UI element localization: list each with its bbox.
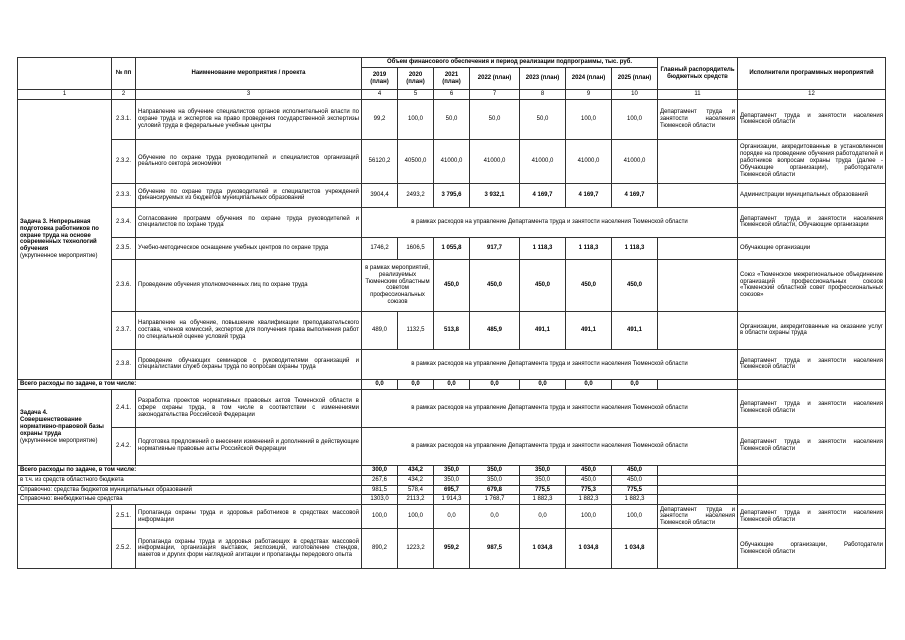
exec-cell: Департамент труда и занятости населения Тюменской области — [738, 349, 886, 379]
value-cell: 775,5 — [520, 485, 566, 495]
value-cell: 1 118,3 — [520, 237, 566, 259]
exec-cell: Департамент труда и занятости населения Тюменской области — [738, 99, 886, 139]
value-cell: 1 118,3 — [612, 237, 658, 259]
year-header: 2024 (план) — [566, 68, 612, 90]
value-cell: 1 034,8 — [566, 529, 612, 569]
municipal-row — [18, 485, 886, 495]
value-cell: 450,0 — [566, 475, 612, 485]
value-cell: 267,6 — [362, 475, 398, 485]
year-header: 2019 (план) — [362, 68, 398, 90]
municipal-label: Справочно: средства бюджетов муниципальных образований — [18, 485, 362, 495]
value-cell: 679,8 — [470, 485, 520, 495]
col-num-header: № пп — [112, 58, 136, 90]
value-cell: 450,0 — [612, 475, 658, 485]
merged-funding-cell: в рамках расходов на управление Департамента труда и занятости населения Тюменской области — [362, 427, 738, 465]
exec-cell: Союз «Тюменское межрегиональное объединение организаций профессиональных союзов «Тюменский областной совет профессиональных союзов» — [738, 259, 886, 311]
exec-cell: Организации, аккредитованные в установленном порядке на проведение обучения работодателей и работников вопросам охраны труда (далее - Обучающие организации), работодатели Тюменской области — [738, 139, 886, 183]
value-cell: 578,4 — [398, 485, 434, 495]
col-number: 3 — [136, 90, 362, 100]
exec-cell: Департамент труда и занятости населения Тюменской области — [738, 427, 886, 465]
total-row — [18, 379, 886, 389]
empty-cell — [738, 465, 886, 475]
value-cell: 1 882,3 — [520, 495, 566, 505]
value-cell: 1 034,8 — [520, 529, 566, 569]
col-number: 7 — [470, 90, 520, 100]
table-row — [18, 389, 886, 427]
value-cell: 0,0 — [566, 379, 612, 389]
value-cell: 450,0 — [470, 259, 520, 311]
row-name: Обучение по охране труда руководителей и специалистов учреждений финансируемых из бюджетов муниципальных образований — [136, 183, 362, 207]
value-cell: 4 169,7 — [566, 183, 612, 207]
col-exec-header: Исполнители программных мероприятий — [738, 58, 886, 90]
table-row — [18, 237, 886, 259]
total-row — [18, 465, 886, 475]
budget-row — [18, 475, 886, 485]
value-cell: 1 034,8 — [612, 529, 658, 569]
value-cell: 56120,2 — [362, 139, 398, 183]
col-number: 4 — [362, 90, 398, 100]
offbudget-label: Справочно: внебюджетные средства — [18, 495, 362, 505]
value-cell: 491,1 — [566, 311, 612, 349]
empty-cell — [658, 495, 738, 505]
value-cell: 1223,2 — [398, 529, 434, 569]
corner-cell — [18, 58, 112, 90]
col-number: 8 — [520, 90, 566, 100]
task-3-title: Задача 3. Непрерывная подготовка работников по охране труда на основе современных технологий обучения — [20, 218, 99, 253]
value-cell: 1606,5 — [398, 237, 434, 259]
value-cell: 50,0 — [520, 99, 566, 139]
value-cell: 0,0 — [398, 379, 434, 389]
offbudget-row — [18, 495, 886, 505]
table-row — [18, 99, 886, 139]
value-cell: в рамках мероприятий, реализуемых Тюменским областным советом профессиональных союзов — [362, 259, 434, 311]
value-cell: 41000,0 — [566, 139, 612, 183]
year-header: 2023 (план) — [520, 68, 566, 90]
col-number: 12 — [738, 90, 886, 100]
value-cell: 450,0 — [434, 259, 470, 311]
value-cell: 987,5 — [470, 529, 520, 569]
task-3-cell — [18, 99, 112, 379]
year-header: 2020 (план) — [398, 68, 434, 90]
col-number: 5 — [398, 90, 434, 100]
col-number: 9 — [566, 90, 612, 100]
value-cell: 434,2 — [398, 465, 434, 475]
col-number: 6 — [434, 90, 470, 100]
value-cell: 50,0 — [470, 99, 520, 139]
value-cell: 350,0 — [434, 475, 470, 485]
empty-cell — [658, 485, 738, 495]
exec-cell: Администрации муниципальных образований — [738, 183, 886, 207]
manager-cell — [658, 237, 738, 259]
value-cell: 350,0 — [470, 465, 520, 475]
value-cell: 0,0 — [612, 379, 658, 389]
row-num: 2.5.1. — [112, 505, 136, 529]
value-cell: 350,0 — [470, 475, 520, 485]
task-4-sub: (укрупненное мероприятие) — [20, 437, 98, 444]
row-name: Пропаганда охраны труда и здоровья работников в средствах массовой информации — [136, 505, 362, 529]
value-cell: 100,0 — [612, 99, 658, 139]
budget-label: в т.ч. из средств областного бюджета — [18, 475, 362, 485]
value-cell: 1 882,3 — [612, 495, 658, 505]
value-cell: 2113,2 — [398, 495, 434, 505]
empty-cell — [738, 475, 886, 485]
empty-cell — [738, 379, 886, 389]
table-row — [18, 259, 886, 311]
value-cell: 100,0 — [566, 505, 612, 529]
empty-cell — [738, 485, 886, 495]
row-num: 2.5.2. — [112, 529, 136, 569]
value-cell: 2493,2 — [398, 183, 434, 207]
value-cell: 450,0 — [520, 259, 566, 311]
year-header: 2025 (план) — [612, 68, 658, 90]
row-num: 2.3.4. — [112, 207, 136, 237]
program-table — [17, 57, 886, 569]
value-cell: 350,0 — [520, 465, 566, 475]
row-num: 2.4.1. — [112, 389, 136, 427]
value-cell: 3 932,1 — [470, 183, 520, 207]
value-cell: 3 795,6 — [434, 183, 470, 207]
value-cell: 695,7 — [434, 485, 470, 495]
value-cell: 41000,0 — [520, 139, 566, 183]
row-name: Направление на обучение специалистов органов исполнительной власти по охране труда и экспертов на право проведения государственной экспертизы условий труда в федеральные учебные центры — [136, 99, 362, 139]
value-cell: 50,0 — [434, 99, 470, 139]
value-cell: 450,0 — [612, 465, 658, 475]
value-cell: 100,0 — [398, 99, 434, 139]
task-4-cell — [18, 389, 112, 465]
value-cell: 40500,0 — [398, 139, 434, 183]
value-cell: 434,2 — [398, 475, 434, 485]
manager-cell — [658, 259, 738, 311]
value-cell: 1 882,3 — [566, 495, 612, 505]
row-name: Пропаганда охраны труда и здоровья работающих в средствах массовой информации, организация выставок, экспозиций, изготовление стендов, макетов и других форм наглядной агитации и пропаганды передового опыта — [136, 529, 362, 569]
row-name: Подготовка предложений о внесении изменений и дополнений в действующие нормативные правовые акты Российской Федерации — [136, 427, 362, 465]
value-cell: 300,0 — [362, 465, 398, 475]
task-3-sub: (укрупненное мероприятие) — [20, 253, 98, 260]
row-num: 2.3.1. — [112, 99, 136, 139]
value-cell: 100,0 — [398, 505, 434, 529]
value-cell: 959,2 — [434, 529, 470, 569]
value-cell: 1 914,3 — [434, 495, 470, 505]
table-row — [18, 139, 886, 183]
row-name: Согласование программ обучения по охране труда руководителей и специалистов по охране труда — [136, 207, 362, 237]
value-cell: 1746,2 — [362, 237, 398, 259]
merged-funding-cell: в рамках расходов на управление Департамента труда и занятости населения Тюменской области — [362, 389, 738, 427]
col-name-header: Наименование мероприятия / проекта — [136, 58, 362, 90]
value-cell: 3904,4 — [362, 183, 398, 207]
value-cell: 1303,0 — [362, 495, 398, 505]
manager-cell — [658, 529, 738, 569]
total-label: Всего расходы по задаче, в том числе: — [18, 465, 362, 475]
row-num: 2.3.7. — [112, 311, 136, 349]
col-manager-header: Главный распорядитель бюджетных средств — [658, 58, 738, 90]
value-cell: 0,0 — [434, 505, 470, 529]
value-cell: 489,0 — [362, 311, 398, 349]
value-cell: 513,8 — [434, 311, 470, 349]
value-cell: 99,2 — [362, 99, 398, 139]
year-header: 2021 (план) — [434, 68, 470, 90]
empty-cell — [658, 475, 738, 485]
value-cell: 0,0 — [520, 379, 566, 389]
row-name: Учебно-методическое оснащение учебных центров по охране труда — [136, 237, 362, 259]
value-cell: 1 118,3 — [566, 237, 612, 259]
value-cell: 41000,0 — [612, 139, 658, 183]
value-cell: 917,7 — [470, 237, 520, 259]
exec-cell: Департамент труда и занятости населения Тюменской области, Обучающие организации — [738, 207, 886, 237]
manager-cell: Департамент труда и занятости населения Тюменской области — [658, 99, 738, 139]
value-cell: 100,0 — [612, 505, 658, 529]
value-cell: 775,5 — [612, 485, 658, 495]
empty-cell — [738, 495, 886, 505]
col-number: 11 — [658, 90, 738, 100]
value-cell: 981,5 — [362, 485, 398, 495]
value-cell: 0,0 — [434, 379, 470, 389]
col-number: 1 — [18, 90, 112, 100]
value-cell: 1 055,8 — [434, 237, 470, 259]
empty-cell — [658, 379, 738, 389]
row-num: 2.3.8. — [112, 349, 136, 379]
value-cell: 0,0 — [520, 505, 566, 529]
table-row — [18, 183, 886, 207]
value-cell: 350,0 — [434, 465, 470, 475]
manager-cell — [658, 311, 738, 349]
value-cell: 41000,0 — [470, 139, 520, 183]
value-cell: 100,0 — [566, 99, 612, 139]
exec-cell: Департамент труда и занятости населения Тюменской области — [738, 505, 886, 529]
table-row — [18, 207, 886, 237]
value-cell: 491,1 — [612, 311, 658, 349]
manager-cell — [658, 139, 738, 183]
manager-cell: Департамент труда и занятости населения Тюменской области — [658, 505, 738, 529]
exec-cell: Департамент труда и занятости населения Тюменской области — [738, 389, 886, 427]
value-cell: 450,0 — [566, 465, 612, 475]
table-row — [18, 427, 886, 465]
row-num: 2.3.5. — [112, 237, 136, 259]
value-cell: 450,0 — [612, 259, 658, 311]
empty-cell — [658, 465, 738, 475]
row-name: Проведение обучающих семинаров с руководителями организаций и специалистами служб охраны труда по вопросам охраны труда — [136, 349, 362, 379]
value-cell: 100,0 — [362, 505, 398, 529]
value-cell: 41000,0 — [434, 139, 470, 183]
table-row — [18, 311, 886, 349]
row-num: 2.3.6. — [112, 259, 136, 311]
manager-cell — [658, 183, 738, 207]
row-name: Обучение по охране труда руководителей и специалистов организаций реального сектора экономики — [136, 139, 362, 183]
table-row — [18, 349, 886, 379]
value-cell: 775,3 — [566, 485, 612, 495]
col-funding-header: Объем финансового обеспечения и период реализации подпрограммы, тыс. руб. — [362, 58, 658, 68]
task-5-cell — [18, 505, 112, 569]
value-cell: 4 169,7 — [520, 183, 566, 207]
row-name: Проведение обучения уполномоченных лиц по охране труда — [136, 259, 362, 311]
value-cell: 0,0 — [470, 379, 520, 389]
exec-cell: Обучающие организации — [738, 237, 886, 259]
value-cell: 485,9 — [470, 311, 520, 349]
value-cell: 350,0 — [520, 475, 566, 485]
value-cell: 491,1 — [520, 311, 566, 349]
exec-cell: Организации, аккредитованные на оказание услуг в области охраны труда — [738, 311, 886, 349]
value-cell: 0,0 — [470, 505, 520, 529]
value-cell: 0,0 — [362, 379, 398, 389]
task-4-title: Задача 4. Совершенствование нормативно-правовой базы охраны труда — [20, 410, 104, 437]
value-cell: 890,2 — [362, 529, 398, 569]
col-number: 2 — [112, 90, 136, 100]
value-cell: 450,0 — [566, 259, 612, 311]
total-label: Всего расходы по задаче, в том числе: — [18, 379, 362, 389]
year-header: 2022 (план) — [470, 68, 520, 90]
value-cell: 4 169,7 — [612, 183, 658, 207]
merged-funding-cell: в рамках расходов на управление Департамента труда и занятости населения Тюменской области — [362, 207, 738, 237]
merged-funding-cell: в рамках расходов на управление Департамента труда и занятости населения Тюменской области — [362, 349, 738, 379]
exec-cell: Обучающие организации, Работодатели Тюменской области — [738, 529, 886, 569]
row-num: 2.3.2. — [112, 139, 136, 183]
row-num: 2.4.2. — [112, 427, 136, 465]
col-number: 10 — [612, 90, 658, 100]
table-row — [18, 505, 886, 529]
table-row — [18, 529, 886, 569]
value-cell: 1 768,7 — [470, 495, 520, 505]
row-num: 2.3.3. — [112, 183, 136, 207]
row-name: Направление на обучение, повышение квалификации преподавательского состава, членов комиссий, экспертов для получения права выполнения работ по специальной оценке условий труда — [136, 311, 362, 349]
value-cell: 1132,5 — [398, 311, 434, 349]
row-name: Разработка проектов нормативных правовых актов Тюменской области в сфере охраны труда, в том числе в соответствии с изменениями законодательства Российской Федерации — [136, 389, 362, 427]
